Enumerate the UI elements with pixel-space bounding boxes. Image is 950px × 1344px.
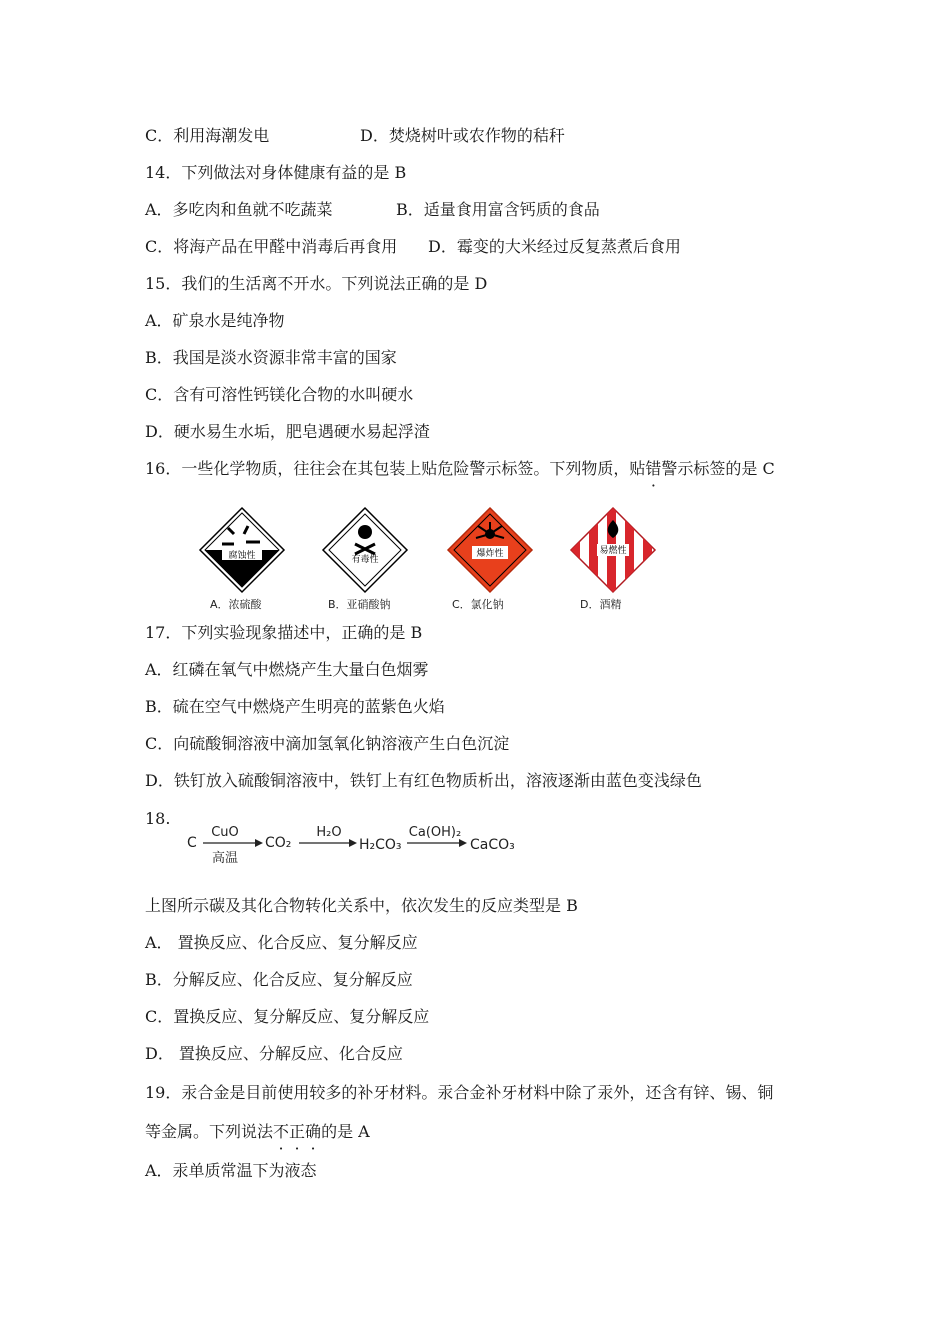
q19-stem-before: 等金属。下列说法 [145, 1122, 274, 1141]
arrow2-head [349, 839, 357, 847]
q15-option-b: B．我国是淡水资源非常丰富的国家 [145, 348, 397, 367]
corrosive-sign-text: 腐蚀性 [228, 551, 256, 561]
q18-option-c: C．置换反应、复分解反应、复分解反应 [145, 1007, 430, 1026]
co2-label: CO₂ [265, 835, 292, 851]
q13-option-d: D．焚烧树叶或农作物的秸秆 [360, 126, 565, 145]
q15-option-c: C．含有可溶性钙镁化合物的水叫硬水 [145, 385, 414, 404]
q19-stem-after: 的是 A [321, 1122, 370, 1141]
q17-option-a: A．红磷在氧气中燃烧产生大量白色烟雾 [145, 660, 429, 679]
q19-stem-line1: 19．汞合金是目前使用较多的补牙材料。汞合金补牙材料中除了汞外，还含有锌、锡、铜 [145, 1083, 774, 1102]
q15-stem: 15．我们的生活离不开水。下列说法正确的是 D [145, 274, 488, 293]
q18-number: 18. [145, 809, 171, 828]
q15-option-a: A．矿泉水是纯净物 [145, 311, 285, 330]
explosive-sign [448, 508, 532, 592]
flammable-sign-text: 易燃性 [599, 546, 627, 556]
q14-option-c: C．将海产品在甲醛中消毒后再食用 [145, 237, 398, 256]
q17-option-b: B．硫在空气中燃烧产生明亮的蓝紫色火焰 [145, 697, 445, 716]
q14-option-b: B．适量食用富含钙质的食品 [396, 200, 600, 219]
q14-option-a: A．多吃肉和鱼就不吃蔬菜 [145, 200, 333, 219]
reaction-chain-diagram [183, 818, 523, 868]
hazard-labels-figure [190, 500, 660, 615]
arrow2-reagent: H₂O [316, 825, 342, 840]
q19-stem-line2 [145, 1121, 370, 1143]
q16-stem-after: 警示标签的是 C [661, 459, 775, 478]
arrow3-head [459, 839, 467, 847]
q17-option-d: D．铁钉放入硫酸铜溶液中，铁钉上有红色物质析出，溶液逐渐由蓝色变浅绿色 [145, 771, 702, 790]
q17-stem: 17．下列实验现象描述中，正确的是 B [145, 623, 423, 642]
arrow1-condition: 高温 [211, 851, 239, 866]
toxic-sign [323, 508, 407, 592]
q16-stem [145, 458, 775, 480]
skull-icon [358, 525, 372, 539]
arrow1-reagent: CuO [211, 825, 239, 840]
corrosive-sign [200, 508, 284, 592]
sign-c-caption: C．氯化钠 [452, 598, 504, 611]
toxic-sign-text: 有毒性 [351, 555, 379, 565]
q18-stem: 上图所示碳及其化合物转化关系中，依次发生的反应类型是 B [145, 896, 578, 915]
q18-option-d: D． 置换反应、分解反应、化合反应 [145, 1044, 403, 1063]
explosive-sign-text: 爆炸性 [476, 549, 504, 559]
h2co3-label: H₂CO₃ [359, 837, 402, 853]
arrow3-reagent: Ca(OH)₂ [408, 825, 462, 840]
q14-stem: 14．下列做法对身体健康有益的是 B [145, 163, 407, 182]
caco3-label: CaCO₃ [470, 837, 515, 853]
q14-option-d: D．霉变的大米经过反复蒸煮后食用 [428, 237, 681, 256]
q18-option-b: B．分解反应、化合反应、复分解反应 [145, 970, 413, 989]
q18-option-a: A． 置换反应、化合反应、复分解反应 [145, 933, 418, 952]
q19-emphasis-char-1: 不 [273, 1122, 290, 1141]
q19-option-a: A．汞单质常温下为液态 [145, 1161, 317, 1180]
carbon-label: C [187, 835, 197, 851]
q15-option-d: D．硬水易生水垢，肥皂遇硬水易起浮渣 [145, 422, 430, 441]
q13-option-c: C．利用海潮发电 [145, 126, 270, 145]
q16-stem-before: 16．一些化学物质，往往会在其包装上贴危险警示标签。下列物质，贴 [145, 459, 646, 478]
sign-b-caption: B．亚硝酸钠 [328, 598, 391, 611]
sign-a-caption: A．浓硫酸 [210, 598, 262, 611]
q19-emphasis-char-3: 确 [305, 1122, 322, 1141]
q19-emphasis-char-2: 正 [289, 1122, 306, 1141]
arrow1-head [255, 839, 263, 847]
sign-d-caption: D．酒精 [580, 598, 622, 611]
flammable-sign [571, 508, 655, 592]
q17-option-c: C．向硫酸铜溶液中滴加氢氧化钠溶液产生白色沉淀 [145, 734, 510, 753]
q16-emphasis-char: 错 [645, 459, 662, 478]
